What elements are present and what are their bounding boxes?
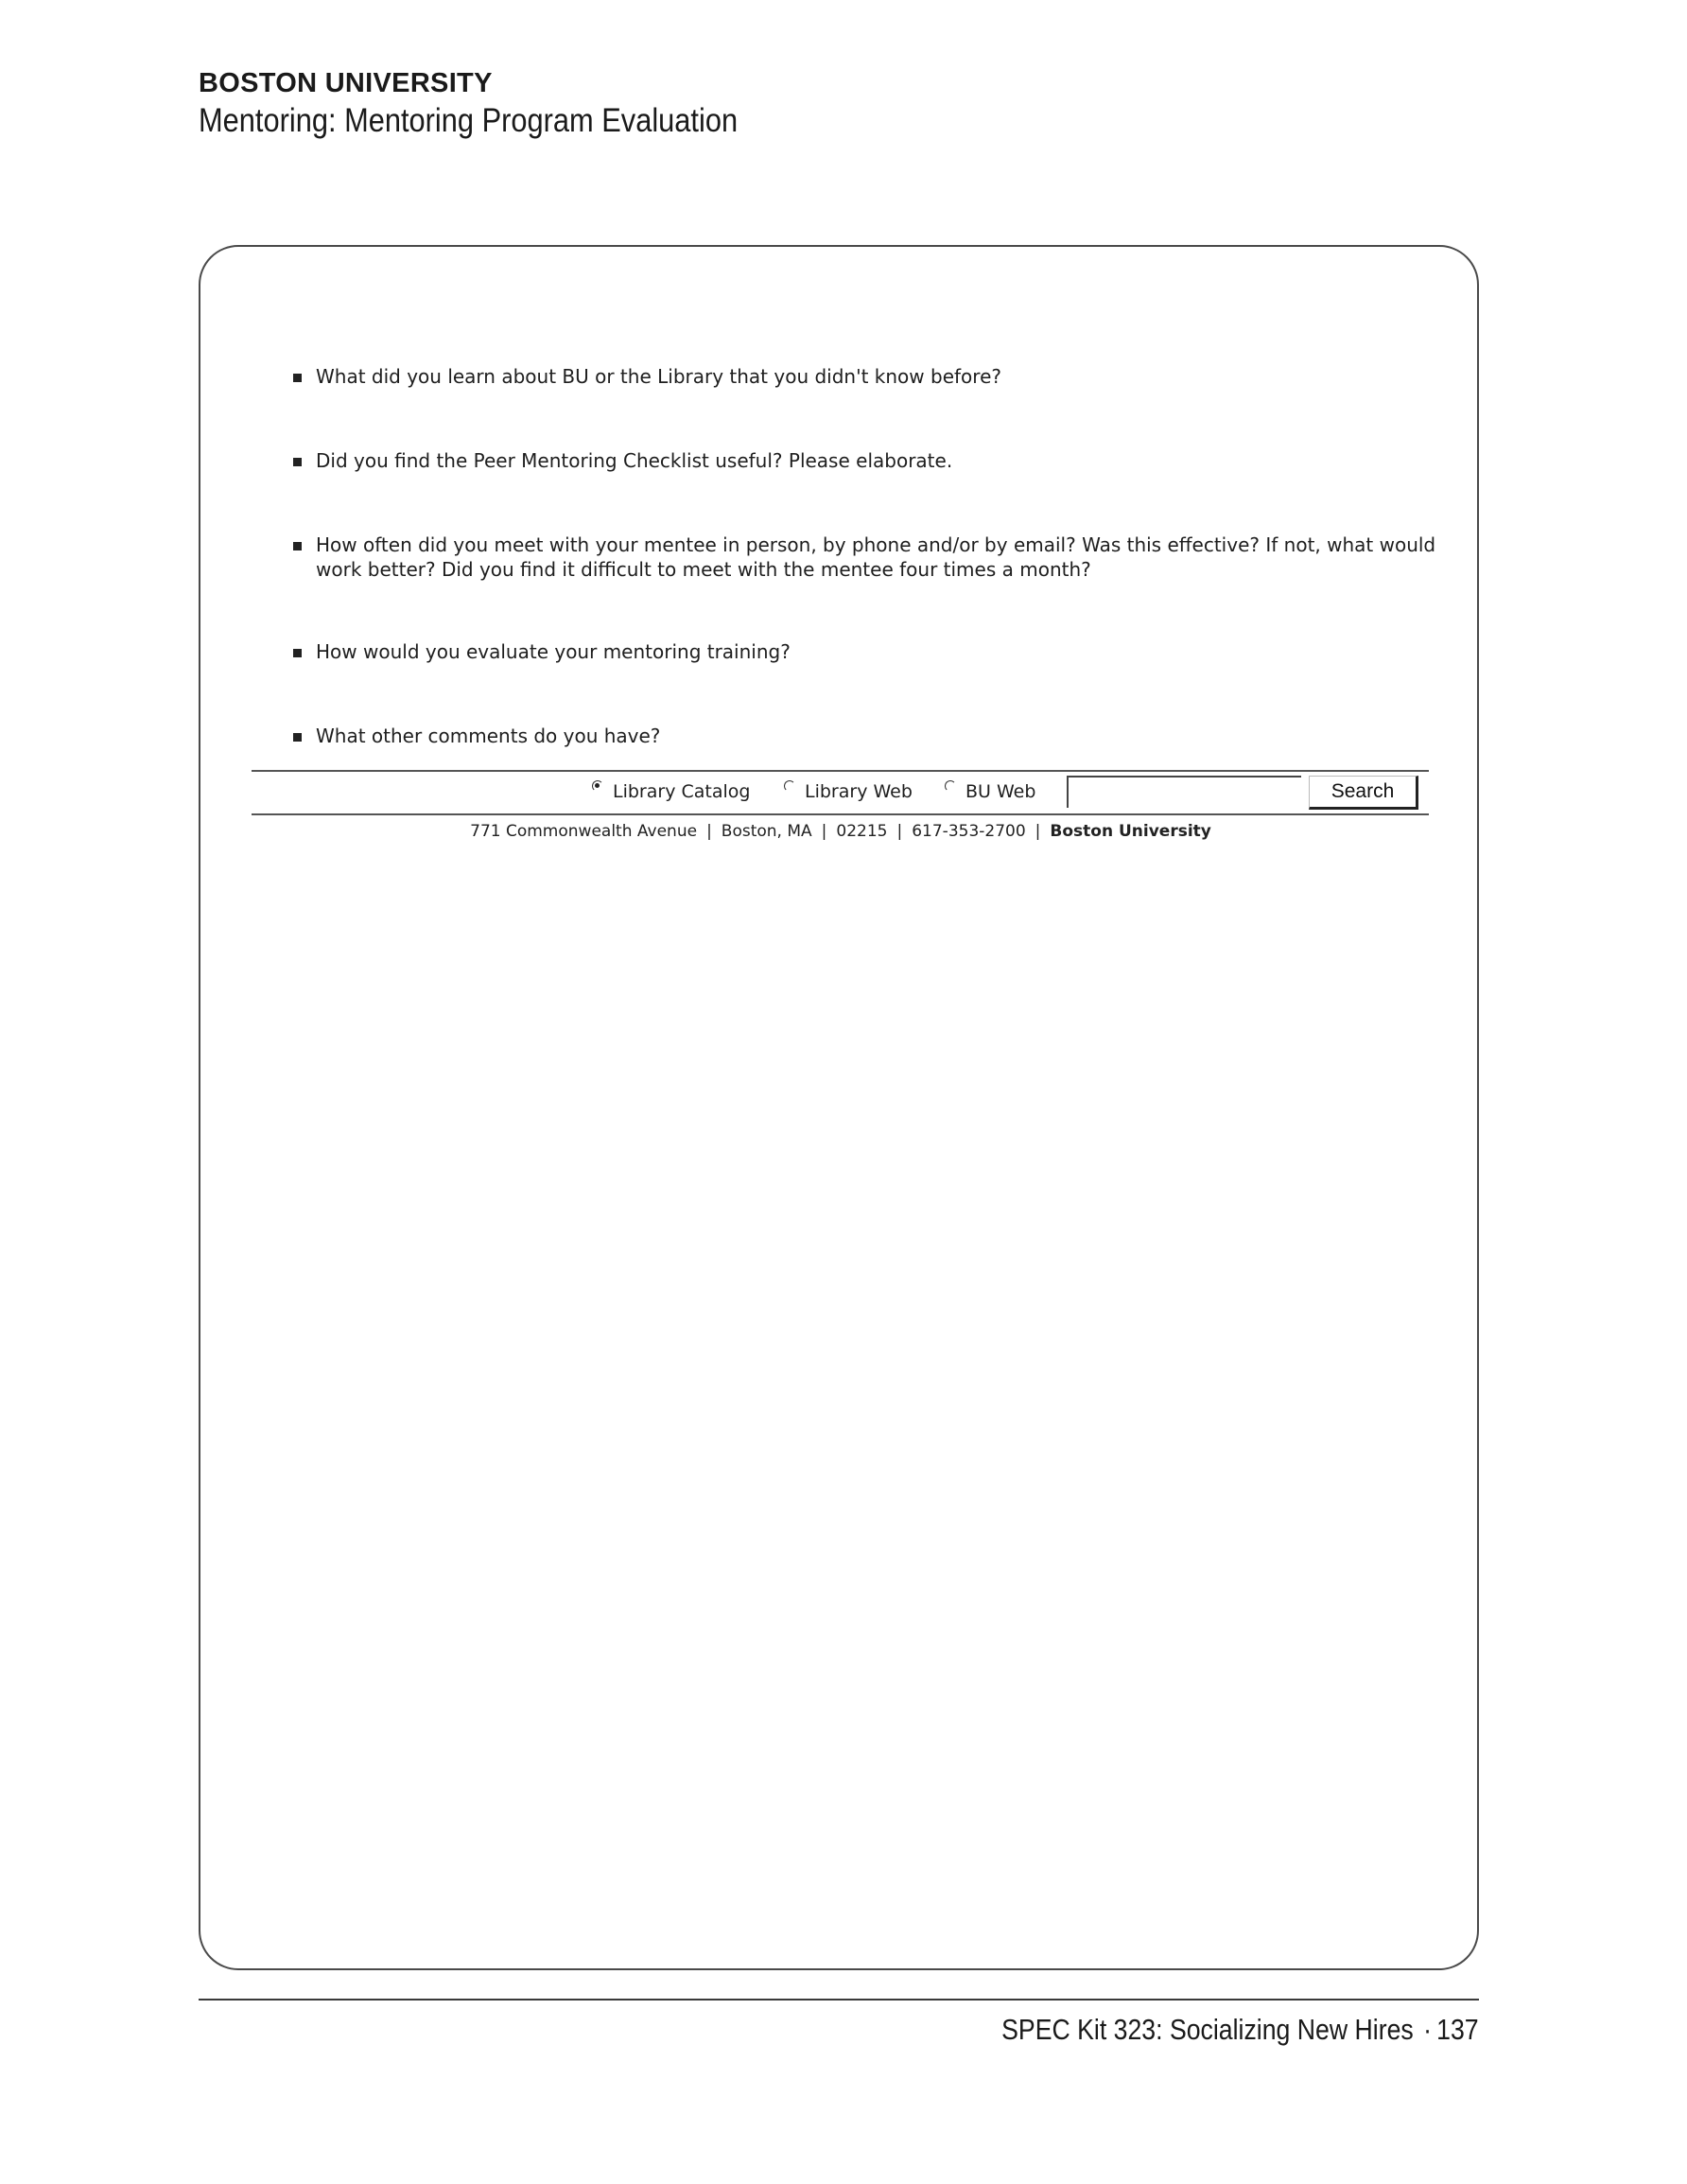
- address-street: 771 Commonwealth Avenue: [470, 822, 698, 841]
- footer-title: SPEC Kit 323: Socializing New Hires: [1001, 2013, 1415, 2046]
- radio-selected-icon[interactable]: [592, 780, 603, 792]
- square-bullet-icon: [293, 374, 302, 382]
- search-bar: [252, 770, 1429, 815]
- address-org-link[interactable]: Boston University: [1050, 822, 1211, 841]
- address-separator: |: [821, 822, 827, 841]
- search-input[interactable]: [1067, 776, 1301, 808]
- radio-library-web[interactable]: [784, 781, 913, 802]
- address-separator: |: [896, 822, 903, 841]
- question-item: [293, 364, 1447, 389]
- question-text: What did you learn about BU or the Library that you didn't know before?: [316, 365, 1001, 388]
- question-item: [293, 639, 1447, 664]
- address-separator: |: [1035, 822, 1041, 841]
- square-bullet-icon: [293, 542, 302, 550]
- square-bullet-icon: [293, 458, 302, 466]
- square-bullet-icon: [293, 649, 302, 657]
- question-item: [293, 448, 1447, 473]
- question-text: How often did you meet with your mentee in person, by phone and/or by email? Was this effective? If not, what would work better? Did you find it difficult to meet with the mentee four times a month?: [316, 533, 1436, 581]
- address-phone: 617-353-2700: [912, 822, 1026, 841]
- address-city: Boston, MA: [721, 822, 812, 841]
- footer-bullet: ·: [1423, 2013, 1433, 2046]
- address-zip: 02215: [836, 822, 888, 841]
- radio-label: Library Catalog: [613, 781, 751, 802]
- question-text: How would you evaluate your mentoring training?: [316, 640, 791, 663]
- organization-heading: BOSTON UNIVERSITY: [199, 68, 493, 98]
- radio-label: BU Web: [965, 781, 1036, 802]
- page-title: Mentoring: Mentoring Program Evaluation: [199, 102, 739, 139]
- radio-library-catalog[interactable]: [592, 781, 750, 802]
- radio-unselected-icon[interactable]: [784, 780, 795, 792]
- address-line: [200, 822, 1481, 841]
- question-text: What other comments do you have?: [316, 725, 661, 747]
- address-separator: |: [706, 822, 712, 841]
- question-text: Did you find the Peer Mentoring Checklist useful? Please elaborate.: [316, 449, 953, 472]
- square-bullet-icon: [293, 733, 302, 742]
- question-item: [293, 533, 1447, 582]
- page-footer: [1002, 2013, 1479, 2047]
- footer-divider: [199, 1999, 1479, 2001]
- search-button[interactable]: Search: [1309, 776, 1418, 810]
- page-number: 137: [1436, 2013, 1479, 2046]
- radio-bu-web[interactable]: [945, 781, 1035, 802]
- radio-unselected-icon[interactable]: [945, 780, 956, 792]
- question-item: [293, 724, 1447, 748]
- radio-label: Library Web: [805, 781, 913, 802]
- screenshot-panel: [199, 245, 1479, 1970]
